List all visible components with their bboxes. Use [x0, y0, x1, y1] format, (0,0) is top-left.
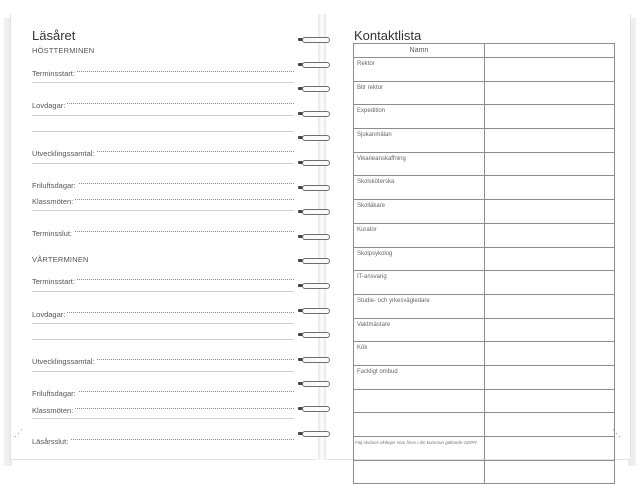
- contact-entry-cell[interactable]: [485, 389, 615, 413]
- contact-role-cell[interactable]: IT-ansvarig: [354, 271, 485, 295]
- contact-role-cell[interactable]: [354, 413, 485, 437]
- contact-entry-cell[interactable]: [485, 413, 615, 437]
- contact-role-cell[interactable]: Skolsköterska: [354, 176, 485, 200]
- table-row: [354, 105, 615, 129]
- contact-role-cell[interactable]: [354, 460, 485, 484]
- spiral-ring-icon: [300, 111, 336, 116]
- table-row: [354, 58, 615, 82]
- write-line[interactable]: [32, 339, 294, 340]
- contact-role-cell[interactable]: Vaktmästare: [354, 318, 485, 342]
- spiral-ring-icon: [300, 37, 336, 42]
- spiral-ring-icon: [300, 332, 336, 337]
- spiral-ring-icon: [300, 308, 336, 313]
- table-header-row: [354, 44, 615, 58]
- table-row: [354, 247, 615, 271]
- write-line[interactable]: [32, 115, 294, 116]
- spiral-ring-icon: [300, 283, 336, 288]
- contact-table: [353, 43, 615, 484]
- table-row: [354, 129, 615, 153]
- contact-entry-cell[interactable]: [485, 81, 615, 105]
- spiral-ring-icon: [300, 62, 336, 67]
- spiral-ring-icon: [300, 160, 336, 165]
- contact-entry-cell[interactable]: [485, 223, 615, 247]
- contact-entry-cell[interactable]: [485, 176, 615, 200]
- spiral-ring-icon: [300, 234, 336, 239]
- gdpr-footnote: Följ skolans riktlinjer som finns i din kommun gällande GDPR.: [355, 440, 478, 445]
- field-spring-class-meetings[interactable]: [32, 400, 294, 415]
- table-row: [354, 413, 615, 437]
- contact-entry-cell[interactable]: [485, 437, 615, 461]
- field-autumn-development-talks[interactable]: [32, 143, 294, 158]
- contact-role-cell[interactable]: [354, 389, 485, 413]
- write-line[interactable]: [32, 163, 294, 164]
- section-heading-spring: VÅRTERMINEN: [32, 255, 89, 264]
- field-spring-development-talks[interactable]: [32, 351, 294, 366]
- field-label: Terminsslut:: [32, 229, 73, 238]
- write-line[interactable]: [32, 323, 294, 324]
- table-row: [354, 365, 615, 389]
- contact-entry-cell[interactable]: [485, 342, 615, 366]
- field-spring-term-start[interactable]: [32, 271, 294, 286]
- contact-role-cell[interactable]: Skolpsykolog: [354, 247, 485, 271]
- spiral-ring-icon: [300, 209, 336, 214]
- field-autumn-outdoor-days[interactable]: [32, 175, 294, 190]
- contact-role-cell[interactable]: Fackligt ombud: [354, 365, 485, 389]
- spiral-ring-icon: [300, 135, 336, 140]
- table-row: [354, 223, 615, 247]
- field-label: Utvecklingssamtal:: [32, 149, 95, 158]
- contact-role-cell[interactable]: Sjukanmälan: [354, 129, 485, 153]
- contact-entry-cell[interactable]: [485, 247, 615, 271]
- spiral-ring-icon: [300, 258, 336, 263]
- field-autumn-term-end[interactable]: [32, 223, 294, 238]
- table-row: [354, 152, 615, 176]
- contact-role-cell[interactable]: Kurator: [354, 223, 485, 247]
- page-corner-left-icon: ⋰: [14, 428, 23, 438]
- contact-role-cell[interactable]: Kök: [354, 342, 485, 366]
- section-heading-autumn: HÖSTTERMINEN: [32, 46, 95, 55]
- field-label: Utvecklingssamtal:: [32, 357, 95, 366]
- contact-entry-cell[interactable]: [485, 318, 615, 342]
- field-autumn-term-start[interactable]: [32, 63, 294, 78]
- field-spring-school-year-end[interactable]: [32, 431, 294, 446]
- field-label: Friluftsdagar:: [32, 389, 76, 398]
- field-label: Läsårsslut:: [32, 437, 69, 446]
- field-label: Lovdagar:: [32, 101, 66, 110]
- table-row: [354, 271, 615, 295]
- contact-role-cell[interactable]: Studie- och yrkesvägledare: [354, 294, 485, 318]
- field-label: Klassmöten:: [32, 406, 74, 415]
- write-line[interactable]: [32, 371, 294, 372]
- page-corner-right-icon: ⋱: [612, 428, 621, 438]
- write-line[interactable]: [32, 418, 294, 419]
- spiral-ring-icon: [300, 381, 336, 386]
- contact-entry-cell[interactable]: [485, 129, 615, 153]
- contact-role-cell[interactable]: Bitr rektor: [354, 81, 485, 105]
- field-autumn-class-meetings[interactable]: [32, 191, 294, 206]
- column-header-name: Namn: [354, 44, 485, 58]
- field-spring-holidays[interactable]: [32, 304, 294, 319]
- page-title-kontaktlista: Kontaktlista: [354, 28, 422, 43]
- spiral-ring-icon: [300, 86, 336, 91]
- field-spring-outdoor-days[interactable]: [32, 383, 294, 398]
- write-line[interactable]: [32, 131, 294, 132]
- contact-entry-cell[interactable]: [485, 105, 615, 129]
- table-row: [354, 81, 615, 105]
- write-line[interactable]: [32, 291, 294, 292]
- spiral-ring-icon: [300, 406, 336, 411]
- table-row: [354, 342, 615, 366]
- field-label: Terminsstart:: [32, 69, 75, 78]
- contact-role-cell[interactable]: Skolläkare: [354, 200, 485, 224]
- contact-role-cell[interactable]: Expedition: [354, 105, 485, 129]
- spiral-ring-icon: [300, 357, 336, 362]
- table-row: [354, 200, 615, 224]
- field-label: Terminsstart:: [32, 277, 75, 286]
- contact-role-cell[interactable]: Vikarieanskaffning: [354, 152, 485, 176]
- write-line[interactable]: [32, 82, 294, 83]
- spiral-ring-icon: [300, 185, 336, 190]
- contact-entry-cell[interactable]: [485, 294, 615, 318]
- field-label: Klassmöten:: [32, 197, 74, 206]
- contact-entry-cell[interactable]: [485, 152, 615, 176]
- field-label: Lovdagar:: [32, 310, 66, 319]
- contact-role-cell[interactable]: Rektor: [354, 58, 485, 82]
- table-row: [354, 318, 615, 342]
- contact-entry-cell[interactable]: [485, 58, 615, 82]
- contact-entry-cell[interactable]: [485, 200, 615, 224]
- write-line[interactable]: [32, 210, 294, 211]
- table-row: [354, 460, 615, 484]
- field-label: Friluftsdagar:: [32, 181, 76, 190]
- table-row: [354, 294, 615, 318]
- field-autumn-holidays[interactable]: [32, 95, 294, 110]
- contact-entry-cell[interactable]: [485, 460, 615, 484]
- table-row: [354, 176, 615, 200]
- column-header-number: [485, 44, 615, 58]
- page-title-lasaret: Läsåret: [32, 28, 76, 43]
- contact-entry-cell[interactable]: [485, 365, 615, 389]
- spiral-ring-icon: [300, 431, 336, 436]
- contact-entry-cell[interactable]: [485, 271, 615, 295]
- table-row: [354, 389, 615, 413]
